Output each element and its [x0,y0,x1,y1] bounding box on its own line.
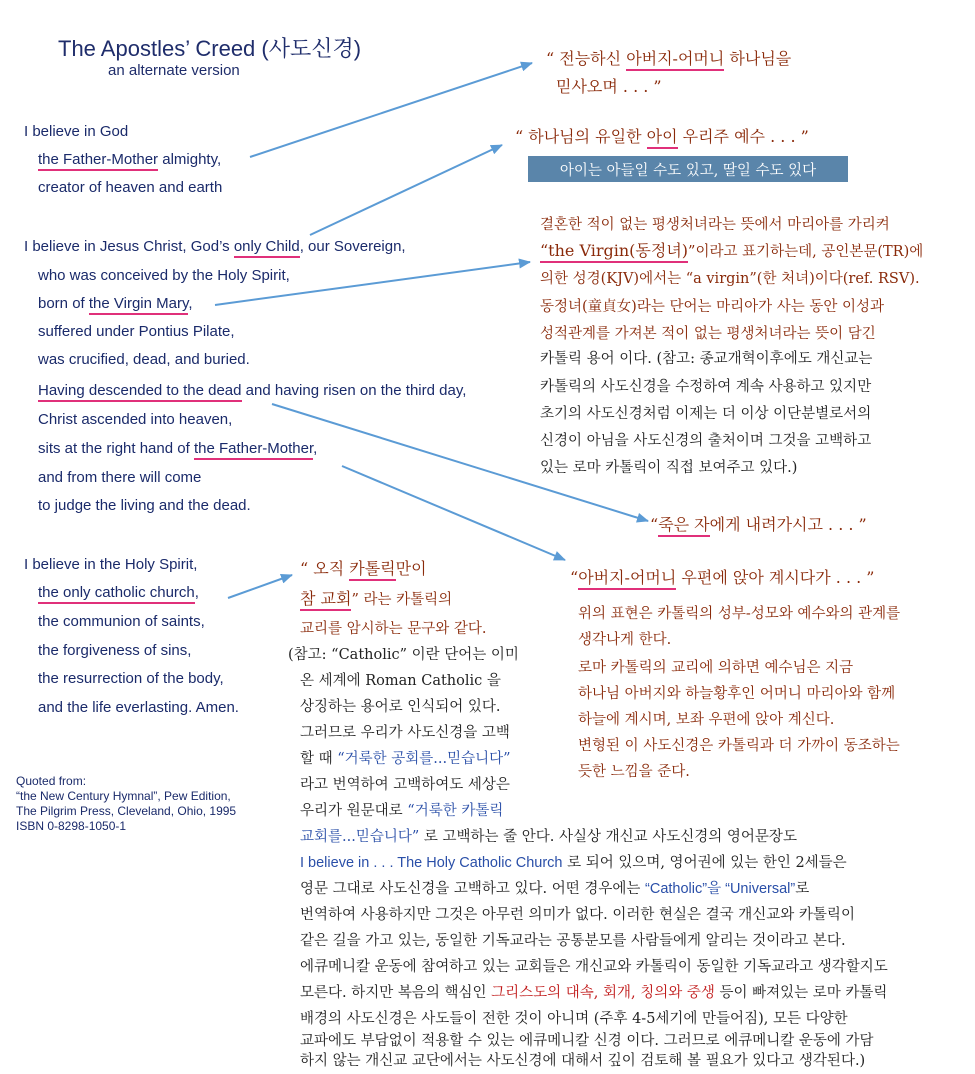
note-catholic-body: 온 세계에 Roman Catholic 을 [300,673,501,689]
note-father-mother: “ 전능하신 아버지-어머니 하나님을 [546,46,791,69]
note-catholic-body: 라고 번역하여 고백하여도 세상은 [300,777,510,793]
highlight-catholic-church: the only catholic church [38,584,195,604]
note-catholic-body: 교파에도 부담없이 적용할 수 있는 에큐메니칼 신경 이다. 그러므로 에큐메니칼 운동에 가담 [300,1033,874,1049]
creed-line: the Father-Mother almighty, [38,150,221,169]
note-virgin-line: 카톨릭의 사도신경을 수정하여 계속 사용하고 있지만 [540,379,872,395]
source-line: Quoted from: [16,774,87,788]
creed-line: born of the Virgin Mary, [38,294,193,313]
creed-line: Christ ascended into heaven, [38,411,233,428]
note-virgin-line: 동정녀(童貞女)라는 단어는 마리아가 사는 동안 이성과 [540,299,884,315]
highlight-descended: Having descended to the dead [38,382,242,402]
creed-line: who was conceived by the Holy Spirit, [38,267,290,284]
source-line: The Pilgrim Press, Cleveland, Ohio, 1995 [16,804,237,818]
creed-line: the forgiveness of sins, [38,642,192,659]
source-line: ISBN 0-8298-1050-1 [16,819,127,833]
arrow-catholic [228,575,292,598]
note-virgin-line: 성적관계를 가져본 적이 없는 평생처녀라는 뜻이 담긴 [540,326,876,342]
note-catholic-body: 우리가 원문대로 “거룩한 카톨릭 [300,803,504,819]
note-catholic: 교리를 암시하는 문구와 같다. [300,621,487,637]
highlight-only-child: only Child [234,238,300,258]
note-right-hand-line: 위의 표현은 카톨릭의 성부-성모와 예수와의 관계를 [578,606,901,622]
note-right-hand-line: 로마 카톨릭의 교리에 의하면 예수님은 지금 [578,660,854,676]
creed-line: the communion of saints, [38,613,205,630]
highlight-father-mother-2: the Father-Mother [194,440,313,460]
note-virgin-line: 있는 로마 카톨릭이 직접 보여주고 있다.) [540,460,798,476]
note-catholic-body: 하지 않는 개신교 교단에서는 사도신경에 대해서 깊이 검토해 볼 필요가 있다고 생각된다.) [300,1053,866,1069]
creed-line: the only catholic church, [38,583,199,602]
note-right-hand-line: 듯한 느낌을 준다. [578,764,690,780]
creed-line: I believe in the Holy Spirit, [24,556,198,573]
highlight-virgin-mary: the Virgin Mary [89,295,189,315]
note-virgin-line: 초기의 사도신경처럼 이제는 더 이상 이단분별로서의 [540,406,872,422]
creed-line: I believe in God [24,123,129,140]
creed-line: I believe in Jesus Christ, God’s only Child, our Sovereign, [24,237,406,256]
creed-line: Having descended to the dead and having risen on the third day, [38,381,466,400]
creed-line: sits at the right hand of the Father-Mother, [38,439,317,458]
page-title: The Apostles’ Creed (사도신경) [58,36,362,61]
note-catholic-body: 배경의 사도신경은 사도들이 전한 것이 아니며 (주후 4-5세기에 만들어짐), 모든 다양한 [300,1011,848,1027]
note-descended: “죽은 자에게 내려가시고 . . . ” [650,512,867,535]
note-catholic-body: 할 때 “거룩한 공회를...믿습니다” [300,751,511,767]
title-korean: (사도신경) [261,36,362,61]
arrow-father-mother [250,63,532,157]
note-right-hand-line: 하나님 아버지와 하늘황후인 어머니 마리아와 함께 [578,686,896,702]
highlight-father-mother: the Father-Mother [38,151,158,171]
note-virgin-line: 카톨릭 용어 이다. (참고: 종교개혁이후에도 개신교는 [540,351,873,367]
creed-line: was crucified, dead, and buried. [38,351,250,368]
note-virgin-line: “the Virgin(동정녀)”이라고 표기하는데, 공인본문(TR)에 [540,238,923,261]
creed-line: the resurrection of the body, [38,670,224,687]
note-catholic-body: 교회를...믿습니다” 로 고백하는 줄 안다. 사실상 개신교 사도신경의 영어문장도 [300,829,797,845]
note-right-hand-line: 변형된 이 사도신경은 카톨릭과 더 가까이 동조하는 [578,738,900,754]
creed-line: and the life everlasting. Amen. [38,699,239,716]
note-only-child: “ 하나님의 유일한 아이 우리주 예수 . . . ” [515,124,809,147]
note-right-hand-line: 하늘에 계시며, 보좌 우편에 앉아 계신다. [578,712,835,728]
note-catholic: “ 오직 카톨릭만이 [300,556,427,579]
arrow-only-child [310,145,502,235]
note-father-mother-line2: 믿사오며 . . . ” [556,77,662,96]
note-right-hand-line: 생각나게 한다. [578,632,672,648]
note-child-box: 아이는 아들일 수도 있고, 딸일 수도 있다 [528,156,848,182]
page-subtitle: an alternate version [108,62,240,79]
arrow-right-hand [342,466,565,560]
creed-line: to judge the living and the dead. [38,497,251,514]
note-virgin-line: 의한 성경(KJV)에서는 “a virgin”(한 처녀)이다(ref. RSV). [540,271,920,287]
note-catholic-body: 같은 길을 가고 있는, 동일한 기독교라는 공통분모를 사람들에게 알리는 것이라고 본다. [300,933,846,949]
note-virgin-line: 신경이 아님을 사도신경의 출처이며 그것을 고백하고 [540,433,872,449]
creed-line: suffered under Pontius Pilate, [38,323,235,340]
source-line: “the New Century Hymnal”, Pew Edition, [16,789,231,803]
note-catholic-body: 모른다. 하지만 복음의 핵심인 그리스도의 대속, 회개, 칭의와 중생 등이 빠져있는 로마 카톨릭 [300,985,888,1001]
note-catholic-body: 그러므로 우리가 사도신경을 고백 [300,725,510,741]
note-catholic: 참 교회” 라는 카톨릭의 [300,586,452,609]
creed-line: and from there will come [38,469,202,486]
note-virgin-line: 결혼한 적이 없는 평생처녀라는 뜻에서 마리아를 가리켜 [540,217,890,233]
note-catholic-body: 영문 그대로 사도신경을 고백하고 있다. 어떤 경우에는 “Catholic”을 “Universal”로 [300,881,810,897]
note-catholic-body: 상징하는 용어로 인식되어 있다. [300,699,501,715]
note-catholic-body: I believe in . . . The Holy Catholic Church 로 되어 있으며, 영어권에 있는 한인 2세들은 [300,855,847,871]
note-catholic-body: (참고: “Catholic” 이란 단어는 이미 [288,647,519,663]
note-right-hand: “아버지-어머니 우편에 앉아 계시다가 . . . ” [570,565,875,588]
creed-line: creator of heaven and earth [38,179,223,196]
note-catholic-body: 에큐메니칼 운동에 참여하고 있는 교회들은 개신교와 카톨릭이 동일한 기독교라고 생각할지도 [300,959,888,975]
note-catholic-body: 번역하여 사용하지만 그것은 아무런 의미가 없다. 이러한 현실은 결국 개신교와 카톨릭이 [300,907,855,923]
